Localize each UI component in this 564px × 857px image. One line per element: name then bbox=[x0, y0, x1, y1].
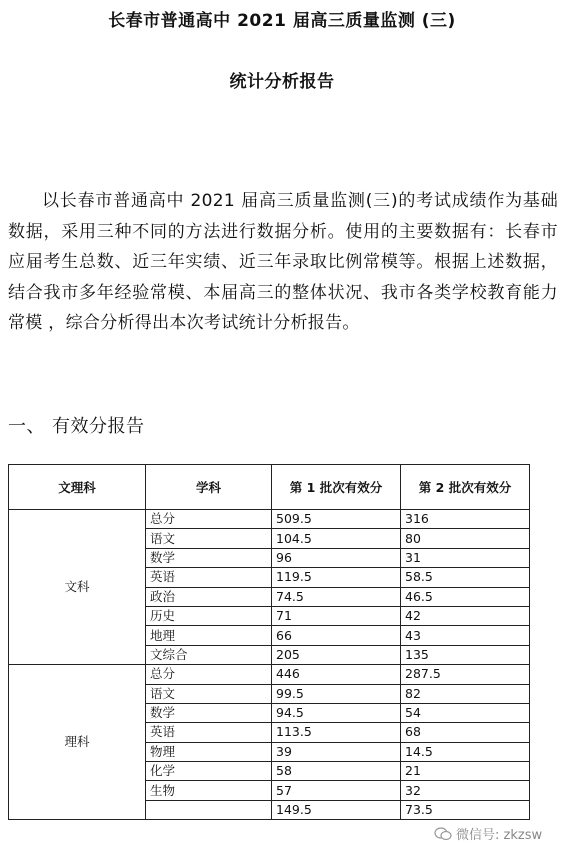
subject-cell bbox=[146, 800, 272, 819]
batch-1-cell: 113.5 bbox=[272, 723, 401, 742]
watermark-text: 微信号: zkzsw bbox=[456, 828, 543, 843]
batch-1-cell: 66 bbox=[272, 626, 401, 645]
batch-2-cell: 54 bbox=[401, 703, 530, 722]
subject-cell: 文综合 bbox=[146, 645, 272, 664]
batch-2-cell: 46.5 bbox=[401, 587, 530, 606]
batch-1-cell: 149.5 bbox=[272, 800, 401, 819]
table-row bbox=[9, 665, 530, 684]
subject-cell: 地理 bbox=[146, 626, 272, 645]
batch-1-cell: 104.5 bbox=[272, 529, 401, 548]
batch-2-cell: 73.5 bbox=[401, 800, 530, 819]
header-category: 文理科 bbox=[9, 465, 146, 510]
subject-cell: 语文 bbox=[146, 684, 272, 703]
batch-2-cell: 31 bbox=[401, 548, 530, 567]
table-row bbox=[9, 510, 530, 529]
section-number: 一、 bbox=[8, 416, 45, 437]
batch-2-cell: 287.5 bbox=[401, 665, 530, 684]
subject-cell: 英语 bbox=[146, 723, 272, 742]
wechat-icon bbox=[434, 827, 452, 841]
document-title: 长春市普通高中 2021 届高三质量监测 (三) bbox=[108, 11, 456, 31]
batch-1-cell: 71 bbox=[272, 606, 401, 625]
batch-2-cell: 58.5 bbox=[401, 568, 530, 587]
batch-1-cell: 96 bbox=[272, 548, 401, 567]
section-title: 有效分报告 bbox=[52, 416, 145, 437]
batch-1-cell: 509.5 bbox=[272, 510, 401, 529]
header-batch-1: 第 1 批次有效分 bbox=[272, 465, 401, 510]
batch-1-cell: 94.5 bbox=[272, 703, 401, 722]
header-subject: 学科 bbox=[146, 465, 272, 510]
batch-1-cell: 119.5 bbox=[272, 568, 401, 587]
header-batch-2: 第 2 批次有效分 bbox=[401, 465, 530, 510]
subject-cell: 总分 bbox=[146, 510, 272, 529]
group-label: 文科 bbox=[9, 510, 146, 665]
batch-1-cell: 74.5 bbox=[272, 587, 401, 606]
batch-2-cell: 21 bbox=[401, 762, 530, 781]
watermark bbox=[430, 822, 546, 845]
batch-1-cell: 57 bbox=[272, 781, 401, 800]
batch-2-cell: 43 bbox=[401, 626, 530, 645]
subject-cell: 历史 bbox=[146, 606, 272, 625]
subject-cell: 数学 bbox=[146, 548, 272, 567]
batch-2-cell: 32 bbox=[401, 781, 530, 800]
subject-cell: 语文 bbox=[146, 529, 272, 548]
batch-2-cell: 316 bbox=[401, 510, 530, 529]
batch-1-cell: 99.5 bbox=[272, 684, 401, 703]
batch-2-cell: 68 bbox=[401, 723, 530, 742]
batch-1-cell: 39 bbox=[272, 742, 401, 761]
batch-1-cell: 58 bbox=[272, 762, 401, 781]
batch-2-cell: 42 bbox=[401, 606, 530, 625]
batch-2-cell: 135 bbox=[401, 645, 530, 664]
subject-cell: 英语 bbox=[146, 568, 272, 587]
score-table bbox=[8, 464, 530, 820]
batch-2-cell: 14.5 bbox=[401, 742, 530, 761]
subject-cell: 化学 bbox=[146, 762, 272, 781]
document-subtitle: 统计分析报告 bbox=[229, 72, 335, 92]
subject-cell: 总分 bbox=[146, 665, 272, 684]
group-label: 理科 bbox=[9, 665, 146, 820]
batch-1-cell: 205 bbox=[272, 645, 401, 664]
batch-1-cell: 446 bbox=[272, 665, 401, 684]
subject-cell: 政治 bbox=[146, 587, 272, 606]
intro-paragraph: 以长春市普通高中 2021 届高三质量监测(三)的考试成绩作为基础数据，采用三种不同的方法进行数据分析。使用的主要数据有：长春市应届考生总数、近三年实绩、近三年录取比例常模等。根据上述数据，结合我市多年经验常模、本届高三的整体状况、我市各类学校教育能力常模 ，综合分析得出本次考试统计分析报告。 bbox=[8, 191, 558, 333]
section-heading bbox=[8, 412, 145, 438]
batch-2-cell: 80 bbox=[401, 529, 530, 548]
subject-cell: 生物 bbox=[146, 781, 272, 800]
subject-cell: 数学 bbox=[146, 703, 272, 722]
table-header-row bbox=[9, 465, 530, 510]
batch-2-cell: 82 bbox=[401, 684, 530, 703]
subject-cell: 物理 bbox=[146, 742, 272, 761]
